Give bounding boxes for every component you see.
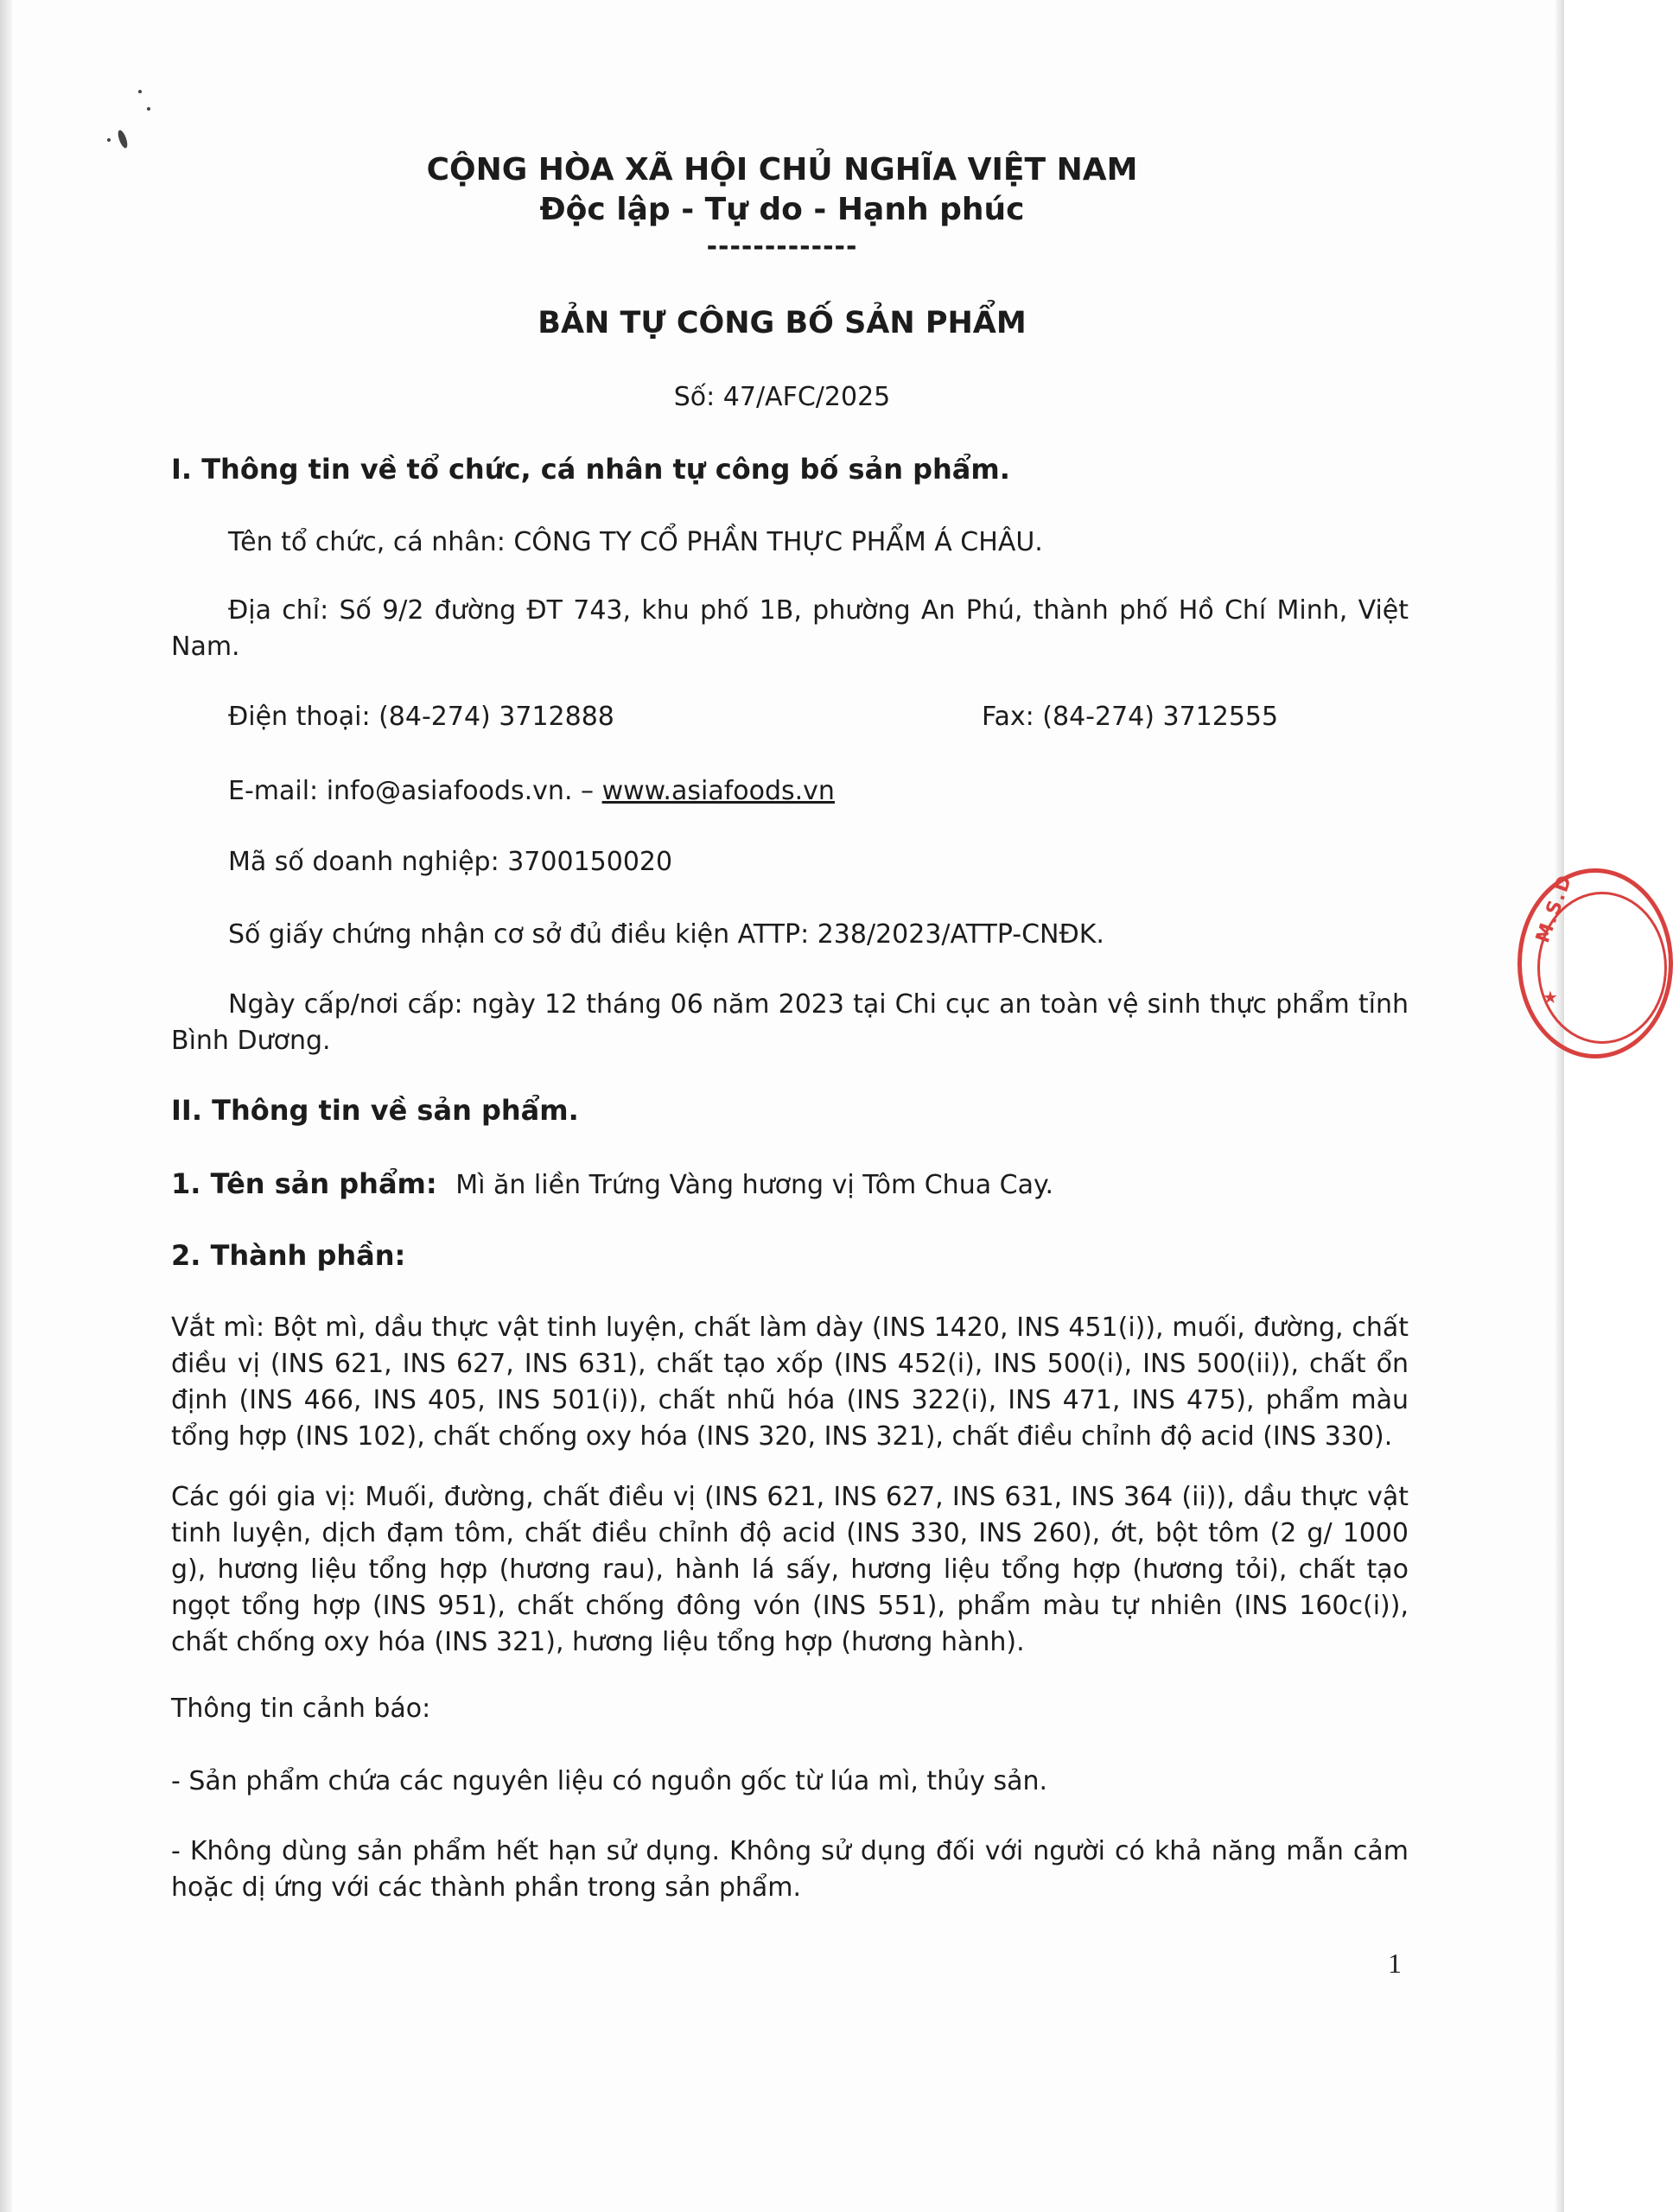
address: Địa chỉ: Số 9/2 đường ĐT 743, khu phố 1B, phường An Phú, thành phố Hồ Chí Minh, Việt Nam. bbox=[171, 595, 1409, 662]
seasoning-ingredients: Các gói gia vị: Muối, đường, chất điều vị (INS 621, INS 627, INS 631, INS 364 (ii)), dầu thực vật tinh luyện, dịch đạm tôm, chất điều chỉnh độ acid (INS 330, INS 260), ớt, bột tôm (2 g/ 1000 g), hương liệu tổng hợp (hương rau), hành lá sấy, hương liệu tổng hợp (hương tỏi), chất tạo ngọt tổng hợp (INS 951), chất chống đông vón (INS 551), phẩm màu tự nhiên (INS 160c(i)), chất chống oxy hóa (INS 321), hương liệu tổng hợp (hương hành). bbox=[171, 1482, 1409, 1657]
company-seal bbox=[1517, 868, 1673, 1058]
scan-speck bbox=[147, 107, 150, 111]
product-name-line bbox=[171, 1166, 1053, 1203]
section-2-heading: II. Thông tin về sản phẩm. bbox=[171, 1094, 579, 1127]
business-code: Mã số doanh nghiệp: 3700150020 bbox=[228, 847, 673, 877]
fax: Fax: (84-274) 3712555 bbox=[982, 702, 1279, 732]
noodle-ingredients: Vắt mì: Bột mì, dầu thực vật tinh luyện, chất làm dày (INS 1420, INS 451(i)), muối, đường, chất điều vị (INS 621, INS 627, INS 631), chất tạo xốp (INS 452(i), INS 500(i), INS 500(ii)), chất ổn định (INS 466, INS 405, INS 501(i)), chất nhũ hóa (INS 322(i), INS 471, INS 475), phẩm màu tổng hợp (INS 102), chất chống oxy hóa (INS 320, INS 321), chất điều chỉnh độ acid (INS 330). bbox=[171, 1313, 1409, 1452]
company-seal-text: M.S.D bbox=[1532, 871, 1577, 946]
document-title: BẢN TỰ CÔNG BỐ SẢN PHẨM bbox=[538, 306, 1027, 340]
scan-speck bbox=[116, 129, 129, 149]
scan-speck bbox=[107, 138, 111, 142]
document-number: Số: 47/AFC/2025 bbox=[673, 382, 891, 412]
star-icon: ★ bbox=[1543, 987, 1558, 1007]
phone: Điện thoại: (84-274) 3712888 bbox=[228, 702, 614, 732]
email-line bbox=[228, 774, 835, 809]
warning-allergen: - Sản phẩm chứa các nguyên liệu có nguồn gốc từ lúa mì, thủy sản. bbox=[171, 1766, 1048, 1796]
food-safety-certificate: Số giấy chứng nhận cơ sở đủ điều kiện ATTP: 238/2023/ATTP-CNĐK. bbox=[228, 919, 1104, 950]
scan-speck bbox=[138, 90, 142, 93]
ingredients-heading: 2. Thành phần: bbox=[171, 1239, 406, 1272]
warning-expiry: - Không dùng sản phẩm hết hạn sử dụng. Không sử dụng đối với người có khả năng mẫn cảm hoặc dị ứng với các thành phần trong sản phẩm. bbox=[171, 1836, 1409, 1903]
product-name: Mì ăn liền Trứng Vàng hương vị Tôm Chua Cay. bbox=[455, 1170, 1053, 1200]
country-heading: CỘNG HÒA XÃ HỘI CHỦ NGHĨA VIỆT NAM bbox=[426, 152, 1138, 188]
website-link[interactable]: www.asiafoods.vn bbox=[601, 776, 835, 806]
issue-info: Ngày cấp/nơi cấp: ngày 12 tháng 06 năm 2023 tại Chi cục an toàn vệ sinh thực phẩm tỉnh Bình Dương. bbox=[171, 989, 1409, 1056]
email-text: E-mail: info@asiafoods.vn. – bbox=[228, 776, 595, 806]
header-divider: ------------- bbox=[706, 232, 858, 262]
section-1-heading: I. Thông tin về tổ chức, cá nhân tự công bố sản phẩm. bbox=[171, 453, 1010, 486]
organization-name: Tên tổ chức, cá nhân: CÔNG TY CỔ PHẦN THỰC PHẨM Á CHÂU. bbox=[228, 527, 1043, 557]
warning-heading: Thông tin cảnh báo: bbox=[171, 1694, 431, 1724]
product-name-label: 1. Tên sản phẩm: bbox=[171, 1167, 437, 1200]
motto: Độc lập - Tự do - Hạnh phúc bbox=[539, 192, 1025, 227]
page-number: 1 bbox=[1388, 1948, 1402, 1979]
